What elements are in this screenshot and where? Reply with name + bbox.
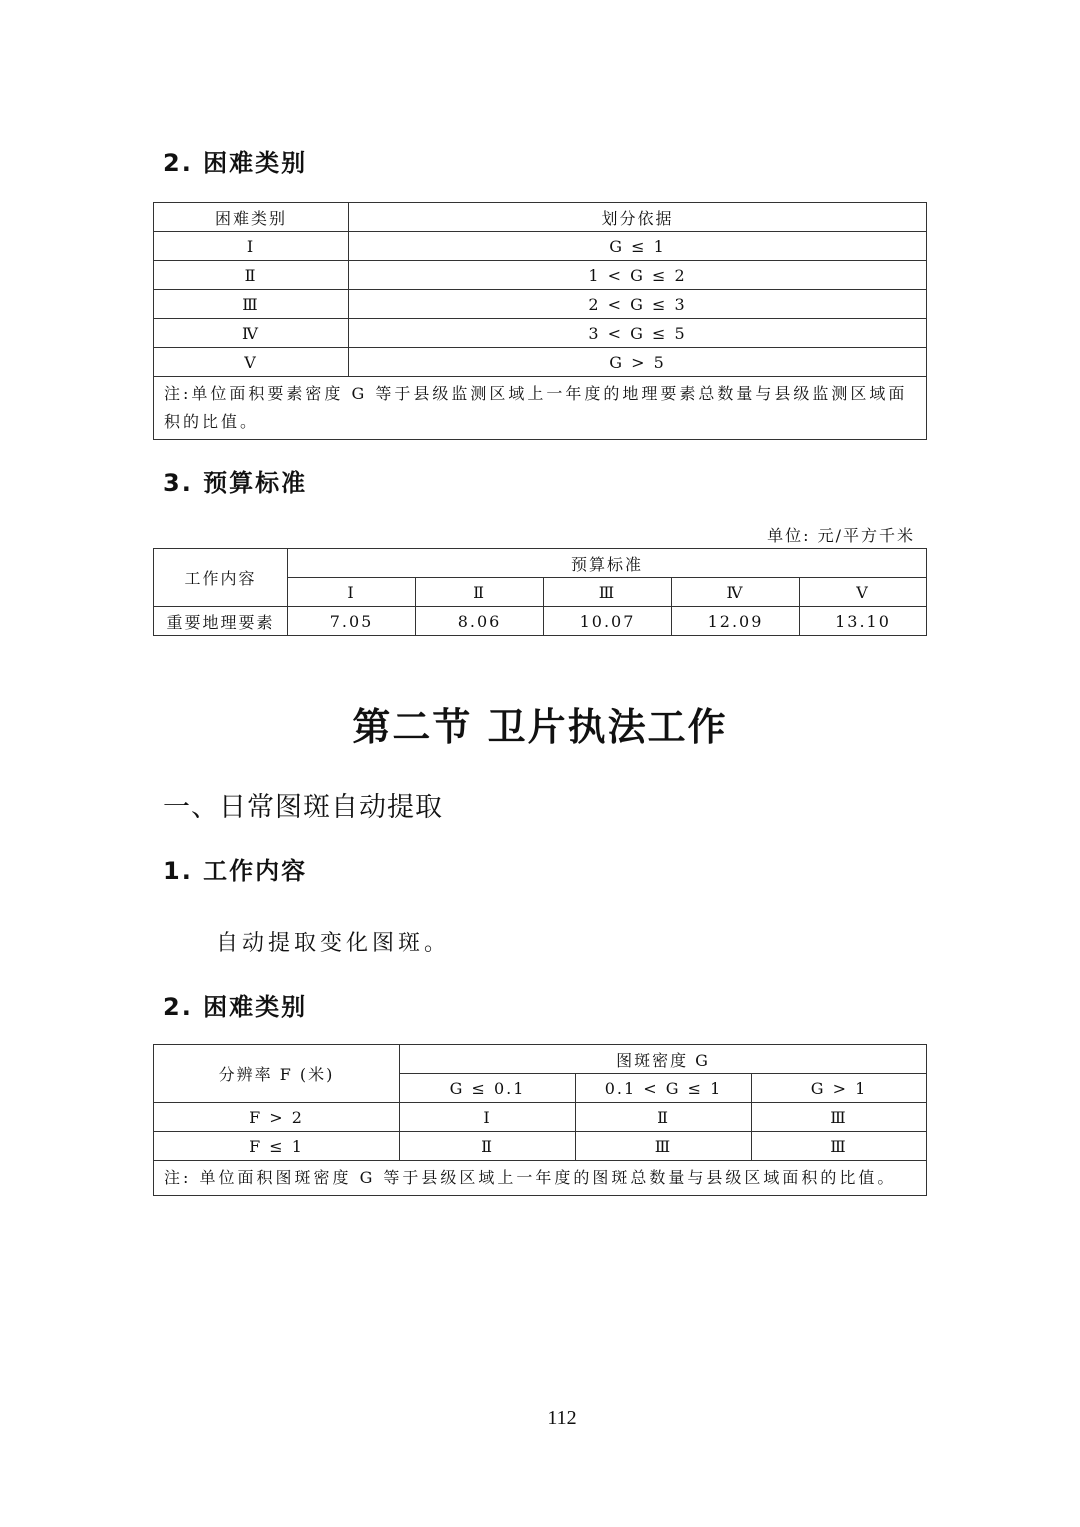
row-label-cell: 重要地理要素	[154, 607, 288, 636]
density-range-cell: G ≤ 0.1	[400, 1074, 576, 1103]
table-note-row	[154, 377, 927, 440]
basis-cell: 1 < G ≤ 2	[349, 261, 927, 290]
value-cell: 8.06	[416, 607, 544, 636]
value-cell: 10.07	[544, 607, 672, 636]
table-note: 注:单位面积要素密度 G 等于县级监测区域上一年度的地理要素总数量与县级监测区域面积的比值。	[154, 377, 927, 440]
header-cell: 困难类别	[154, 203, 349, 232]
difficulty-heading-2: 2. 困难类别	[163, 993, 308, 1021]
page-number: 112	[547, 1407, 577, 1429]
budget-heading: 3. 预算标准	[163, 469, 308, 497]
budget-table	[153, 548, 927, 636]
class-cell: Ⅰ	[400, 1103, 576, 1132]
table-row	[154, 1103, 927, 1132]
table-header-row	[154, 1045, 927, 1074]
section-title: 第二节 卫片执法工作	[352, 705, 728, 749]
density-range-cell: 0.1 < G ≤ 1	[576, 1074, 752, 1103]
table-row	[154, 348, 927, 377]
table-note-row	[154, 1161, 927, 1196]
header-cell: 工作内容	[154, 549, 288, 607]
class-cell: Ⅲ	[752, 1103, 927, 1132]
table-row	[154, 607, 927, 636]
class-header-cell: Ⅱ	[416, 578, 544, 607]
header-cell: 划分依据	[349, 203, 927, 232]
header-cell: 分辨率 F (米)	[154, 1045, 400, 1103]
density-table	[153, 1044, 927, 1196]
density-range-cell: G > 1	[752, 1074, 927, 1103]
table-row	[154, 319, 927, 348]
class-cell: Ⅱ	[400, 1132, 576, 1161]
difficulty-class-cell: Ⅳ	[154, 319, 349, 348]
class-cell: Ⅱ	[576, 1103, 752, 1132]
class-header-cell: Ⅴ	[800, 578, 927, 607]
difficulty-class-cell: Ⅴ	[154, 348, 349, 377]
header-cell: 预算标准	[288, 549, 927, 578]
difficulty-class-cell: Ⅰ	[154, 232, 349, 261]
work-heading: 1. 工作内容	[163, 857, 308, 885]
class-cell: Ⅲ	[752, 1132, 927, 1161]
resolution-cell: F > 2	[154, 1103, 400, 1132]
work-text: 自动提取变化图斑。	[216, 931, 451, 956]
difficulty-class-cell: Ⅱ	[154, 261, 349, 290]
basis-cell: G > 5	[349, 348, 927, 377]
value-cell: 13.10	[800, 607, 927, 636]
budget-unit: 单位: 元/平方千米	[767, 526, 915, 545]
table-header-row	[154, 549, 927, 578]
basis-cell: 2 < G ≤ 3	[349, 290, 927, 319]
basis-cell: G ≤ 1	[349, 232, 927, 261]
class-header-cell: Ⅳ	[672, 578, 800, 607]
class-cell: Ⅲ	[576, 1132, 752, 1161]
table-row	[154, 232, 927, 261]
difficulty-heading: 2. 困难类别	[163, 149, 308, 177]
class-header-cell: Ⅲ	[544, 578, 672, 607]
resolution-cell: F ≤ 1	[154, 1132, 400, 1161]
table-note: 注: 单位面积图斑密度 G 等于县级区域上一年度的图斑总数量与县级区域面积的比值。	[154, 1161, 927, 1196]
value-cell: 7.05	[288, 607, 416, 636]
difficulty-table	[153, 202, 927, 440]
table-header-row	[154, 203, 927, 232]
table-row	[154, 1132, 927, 1161]
header-cell: 图斑密度 G	[400, 1045, 927, 1074]
table-row	[154, 290, 927, 319]
value-cell: 12.09	[672, 607, 800, 636]
basis-cell: 3 < G ≤ 5	[349, 319, 927, 348]
difficulty-class-cell: Ⅲ	[154, 290, 349, 319]
class-header-cell: Ⅰ	[288, 578, 416, 607]
subsection-title: 一、日常图斑自动提取	[163, 792, 443, 823]
table-row	[154, 261, 927, 290]
